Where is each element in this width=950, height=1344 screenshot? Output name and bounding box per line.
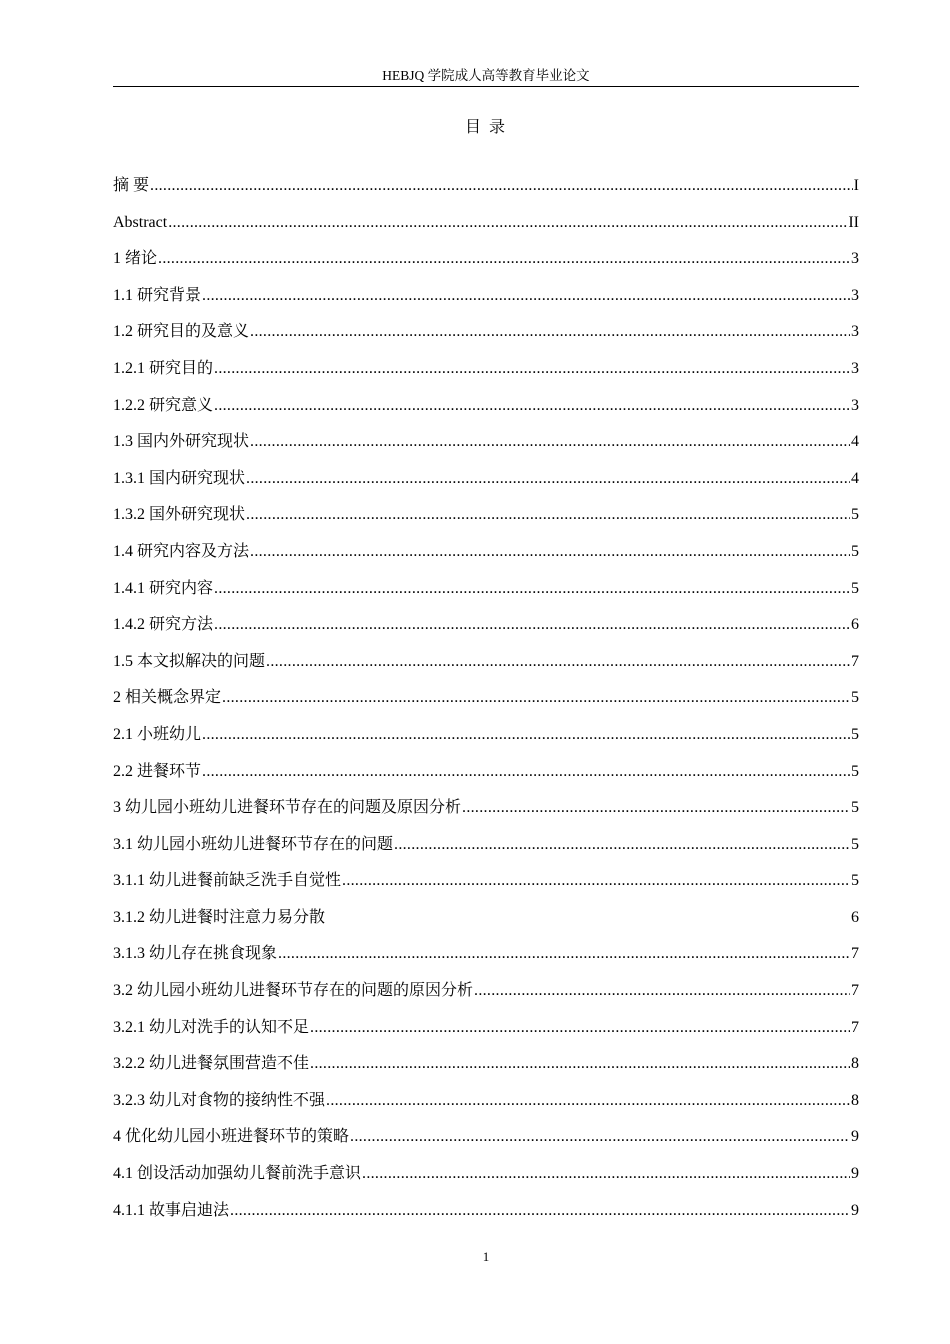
toc-dot-leader [246, 467, 850, 491]
toc-dot-leader [202, 284, 850, 308]
toc-entry[interactable] [113, 723, 859, 760]
toc-entry[interactable] [113, 942, 859, 979]
toc-entry-page: 5 [851, 762, 859, 780]
toc-entry[interactable] [113, 1125, 859, 1162]
toc-entry-label: 4.1 创设活动加强幼儿餐前洗手意识 [113, 1165, 362, 1183]
toc-dot-leader [342, 869, 850, 893]
toc-entry[interactable] [113, 357, 859, 394]
toc-dot-leader [250, 430, 850, 454]
toc-entry[interactable] [113, 467, 859, 504]
toc-dot-leader [150, 174, 853, 198]
toc-entry[interactable] [113, 906, 859, 943]
toc-entry-page: 4 [851, 469, 859, 487]
toc-dot-leader [222, 686, 850, 710]
toc-title: 目 录 [464, 119, 507, 136]
toc-entry-label: 4.1.1 故事启迪法 [113, 1201, 230, 1219]
toc-dot-leader [158, 247, 850, 271]
toc-entry[interactable] [113, 760, 859, 797]
toc-entry-label: 2.1 小班幼儿 [113, 725, 202, 743]
toc-entry-page: 7 [851, 652, 859, 670]
toc-entry[interactable] [113, 211, 859, 248]
toc-entry[interactable] [113, 1162, 859, 1199]
toc-entry-page: 4 [851, 433, 859, 451]
toc-entry[interactable] [113, 1089, 859, 1126]
toc-entry[interactable] [113, 613, 859, 650]
toc-entry-page: 6 [851, 616, 859, 634]
toc-entry-page: 3 [851, 359, 859, 377]
toc-entry-page: 3 [851, 286, 859, 304]
toc-entry-page: 3 [851, 250, 859, 268]
toc-entry-page: I [853, 177, 859, 194]
toc-entry-label: 1.3.2 国外研究现状 [113, 506, 246, 524]
toc-entry-page: 9 [851, 1128, 859, 1146]
toc-dot-leader [362, 1162, 850, 1186]
toc-entry-label: 1.2.1 研究目的 [113, 359, 214, 377]
toc-dot-leader [214, 394, 850, 418]
toc-dot-leader [214, 613, 850, 637]
toc-entry-page: 5 [851, 725, 859, 743]
toc-entry[interactable] [113, 394, 859, 431]
toc-entry[interactable] [113, 320, 859, 357]
toc-entry-label: 3 幼儿园小班幼儿进餐环节存在的问题及原因分析 [113, 799, 462, 817]
toc-dot-leader [214, 357, 850, 381]
toc-entry-page: 6 [851, 908, 859, 926]
toc-entry-page: 5 [851, 542, 859, 560]
toc-entry-page: 5 [851, 835, 859, 853]
toc-entry[interactable] [113, 650, 859, 687]
toc-entry-label: 3.2.2 幼儿进餐氛围营造不佳 [113, 1055, 310, 1073]
table-of-contents [113, 174, 859, 1235]
toc-entry-label: 3.2.1 幼儿对洗手的认知不足 [113, 1018, 310, 1036]
toc-entry-page: 8 [851, 1091, 859, 1109]
toc-entry-page: 8 [851, 1055, 859, 1073]
toc-entry-label: 1.2 研究目的及意义 [113, 323, 250, 341]
toc-dot-leader [250, 320, 850, 344]
toc-entry[interactable] [113, 833, 859, 870]
toc-dot-leader [462, 796, 850, 820]
toc-entry-label: 1 绪论 [113, 250, 158, 268]
toc-dot-leader [214, 577, 850, 601]
toc-entry-label: 1.3 国内外研究现状 [113, 433, 250, 451]
toc-entry[interactable] [113, 247, 859, 284]
toc-entry-label: 1.1 研究背景 [113, 286, 202, 304]
toc-entry-label: 2 相关概念界定 [113, 689, 222, 707]
toc-entry-page: 3 [851, 396, 859, 414]
toc-dot-leader [202, 723, 850, 747]
toc-entry-page: 9 [851, 1165, 859, 1183]
toc-entry-page: 5 [851, 689, 859, 707]
toc-entry[interactable] [113, 503, 859, 540]
toc-dot-leader [310, 1016, 850, 1040]
toc-dot-leader [202, 760, 850, 784]
toc-entry-label: Abstract [113, 213, 168, 231]
toc-entry-label: 1.4 研究内容及方法 [113, 542, 250, 560]
toc-entry-label: 3.1.2 幼儿进餐时注意力易分散 [113, 908, 326, 926]
toc-dot-leader [266, 650, 850, 674]
toc-entry-label: 3.1 幼儿园小班幼儿进餐环节存在的问题 [113, 835, 394, 853]
toc-entry[interactable] [113, 577, 859, 614]
toc-dot-leader [246, 503, 850, 527]
toc-dot-leader [326, 1089, 850, 1113]
toc-entry[interactable] [113, 869, 859, 906]
toc-entry-label: 3.1.3 幼儿存在挑食现象 [113, 945, 278, 963]
toc-dot-leader [474, 979, 850, 1003]
toc-dot-leader [310, 1052, 850, 1076]
toc-entry-page: 5 [851, 799, 859, 817]
toc-entry[interactable] [113, 1016, 859, 1053]
toc-dot-leader [278, 942, 850, 966]
toc-dot-leader [394, 833, 850, 857]
toc-entry-label: 摘 要 [113, 177, 150, 194]
toc-entry-label: 1.4.2 研究方法 [113, 616, 214, 634]
toc-entry-page: 7 [851, 945, 859, 963]
toc-entry-label: 3.1.1 幼儿进餐前缺乏洗手自觉性 [113, 872, 342, 890]
toc-entry[interactable] [113, 796, 859, 833]
toc-entry-page: 3 [851, 323, 859, 341]
toc-entry-page: 9 [851, 1201, 859, 1219]
page-number: 1 [482, 1249, 490, 1264]
toc-entry-label: 1.3.1 国内研究现状 [113, 469, 246, 487]
toc-entry[interactable] [113, 284, 859, 321]
toc-entry-label: 3.2.3 幼儿对食物的接纳性不强 [113, 1091, 326, 1109]
toc-entry-label: 1.2.2 研究意义 [113, 396, 214, 414]
toc-entry-label: 4 优化幼儿园小班进餐环节的策略 [113, 1128, 350, 1146]
toc-entry[interactable] [113, 979, 859, 1016]
toc-entry-label: 2.2 进餐环节 [113, 762, 202, 780]
toc-entry-page: 7 [851, 1018, 859, 1036]
toc-entry-page: 7 [851, 982, 859, 1000]
toc-entry[interactable] [113, 1052, 859, 1089]
toc-entry[interactable] [113, 430, 859, 467]
toc-dot-leader [230, 1199, 850, 1223]
toc-entry-page: 5 [851, 872, 859, 890]
toc-entry-page: 5 [851, 579, 859, 597]
toc-entry-label: 1.5 本文拟解决的问题 [113, 652, 266, 670]
running-header: HEBJQ 学院成人高等教育毕业论文 [113, 66, 859, 87]
toc-entry[interactable] [113, 1199, 859, 1236]
toc-entry[interactable] [113, 540, 859, 577]
toc-dot-leader [350, 1125, 850, 1149]
toc-entry-label: 3.2 幼儿园小班幼儿进餐环节存在的问题的原因分析 [113, 982, 474, 1000]
toc-entry-label: 1.4.1 研究内容 [113, 579, 214, 597]
toc-dot-leader [168, 211, 847, 235]
toc-entry[interactable] [113, 174, 859, 211]
toc-dot-leader [250, 540, 850, 564]
toc-entry[interactable] [113, 686, 859, 723]
toc-entry-page: 5 [851, 506, 859, 524]
toc-entry-page: II [848, 213, 859, 231]
